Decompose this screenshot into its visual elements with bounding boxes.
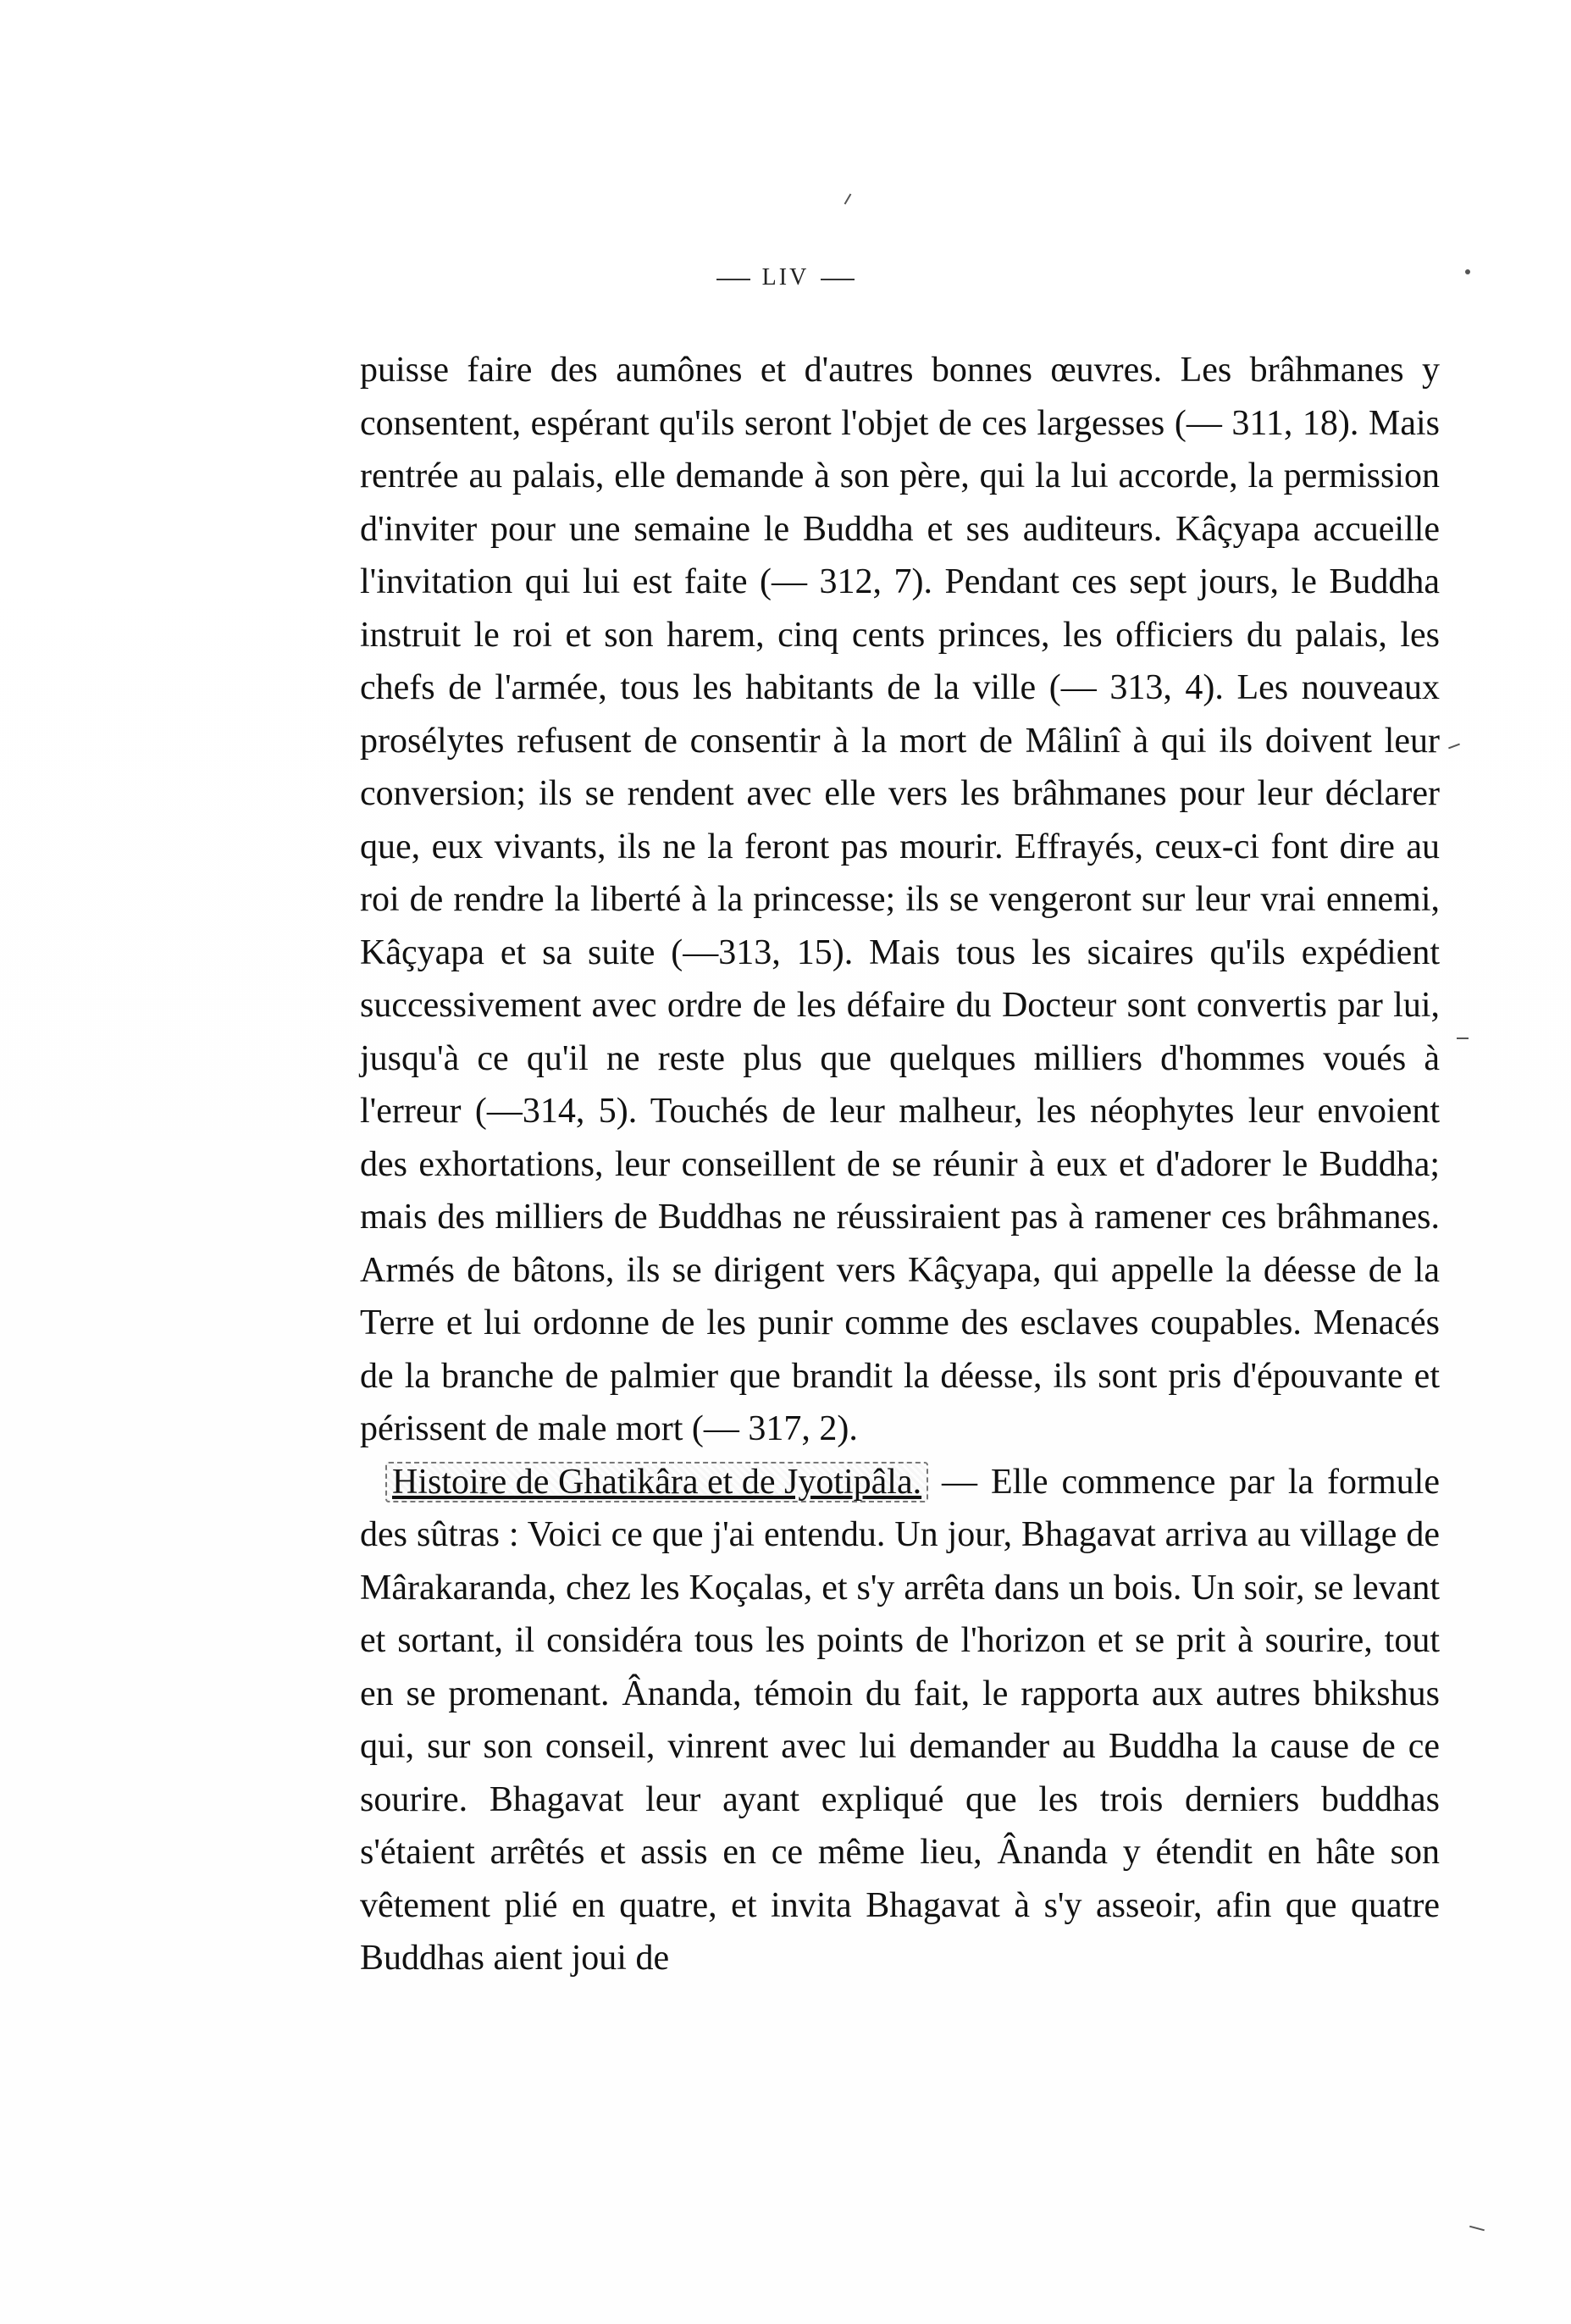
body-text <box>360 344 1440 1985</box>
header-dash-left <box>716 279 750 280</box>
margin-dot <box>1465 269 1470 274</box>
page-number: LIV <box>761 264 810 290</box>
margin-tick <box>1457 1038 1469 1039</box>
paragraph-ghatikara-text: — Elle commence par la formule des sûtras : Voici ce que j'ai entendu. Un jour, Bhagavat arriva au village de Mârakaranda, chez les Koçalas, et s'y arrêta dans un bois. Un soir, se levant et sortant, il considéra tous les points de l'horizon et se prit à sourire, tout en se promenant. Ânanda, témoin du fait, le rapporta aux autres bhikshus qui, sur son conseil, vinrent avec lui demander au Buddha la cause de ce sourire. Bhagavat leur ayant expliqué que les trois derniers buddhas s'étaient arrêtés et assis en ce même lieu, Ânanda y étendit en hâte son vêtement plié en quatre, et invita Bhagavat à s'y asseoir, afin que quatre Buddhas aient joui de <box>360 1462 1440 1978</box>
margin-tick <box>1469 2226 1485 2232</box>
margin-tick <box>1448 744 1460 750</box>
section-title-ghatikara: Histoire de Ghatikâra et de Jyotipâla. <box>385 1462 928 1502</box>
paragraph-continuation: puisse faire des aumônes et d'autres bonnes œuvres. Les brâhmanes y consentent, espérant qu'ils seront l'objet de ces largesses (— 311, 18). Mais rentrée au palais, elle demande à son père, qui la lui accorde, la permission d'inviter pour une semaine le Buddha et ses auditeurs. Kâçyapa accueille l'invitation qui lui est faite (— 312, 7). Pendant ces sept jours, le Buddha instruit le roi et son harem, cinq cents princes, les officiers du palais, les chefs de l'armée, tous les habitants de la ville (— 313, 4). Les nouveaux prosélytes refusent de consentir à la mort de Mâlinî à qui ils doivent leur conversion; ils se rendent avec elle vers les brâhmanes pour leur déclarer que, eux vivants, ils ne la feront pas mourir. Effrayés, ceux-ci font dire au roi de rendre la liberté à la princesse; ils se vengeront sur leur vrai ennemi, Kâçyapa et sa suite (—313, 15). Mais tous les sicaires qu'ils expédient successivement avec ordre de les défaire du Docteur sont convertis par lui, jusqu'à ce qu'il ne reste plus que quelques milliers d'hommes voués à l'erreur (—314, 5). Touchés de leur malheur, les néophytes leur envoient des exhortations, leur conseillent de se réunir à eux et d'adorer le Buddha; mais des milliers de Buddhas ne réussiraient pas à ramener ces brâhmanes. Armés de bâtons, ils se dirigent vers Kâçyapa, qui appelle la déesse de la Terre et lui ordonne de les punir comme des esclaves coupables. Menacés de la branche de palmier que brandit la déesse, ils sont pris d'épouvante et périssent de male mort (— 317, 2). <box>360 351 1440 1448</box>
page-header <box>0 264 1571 291</box>
paragraph-ghatikara <box>360 1456 1440 1985</box>
header-dash-right <box>821 279 855 280</box>
margin-tick <box>844 193 852 204</box>
